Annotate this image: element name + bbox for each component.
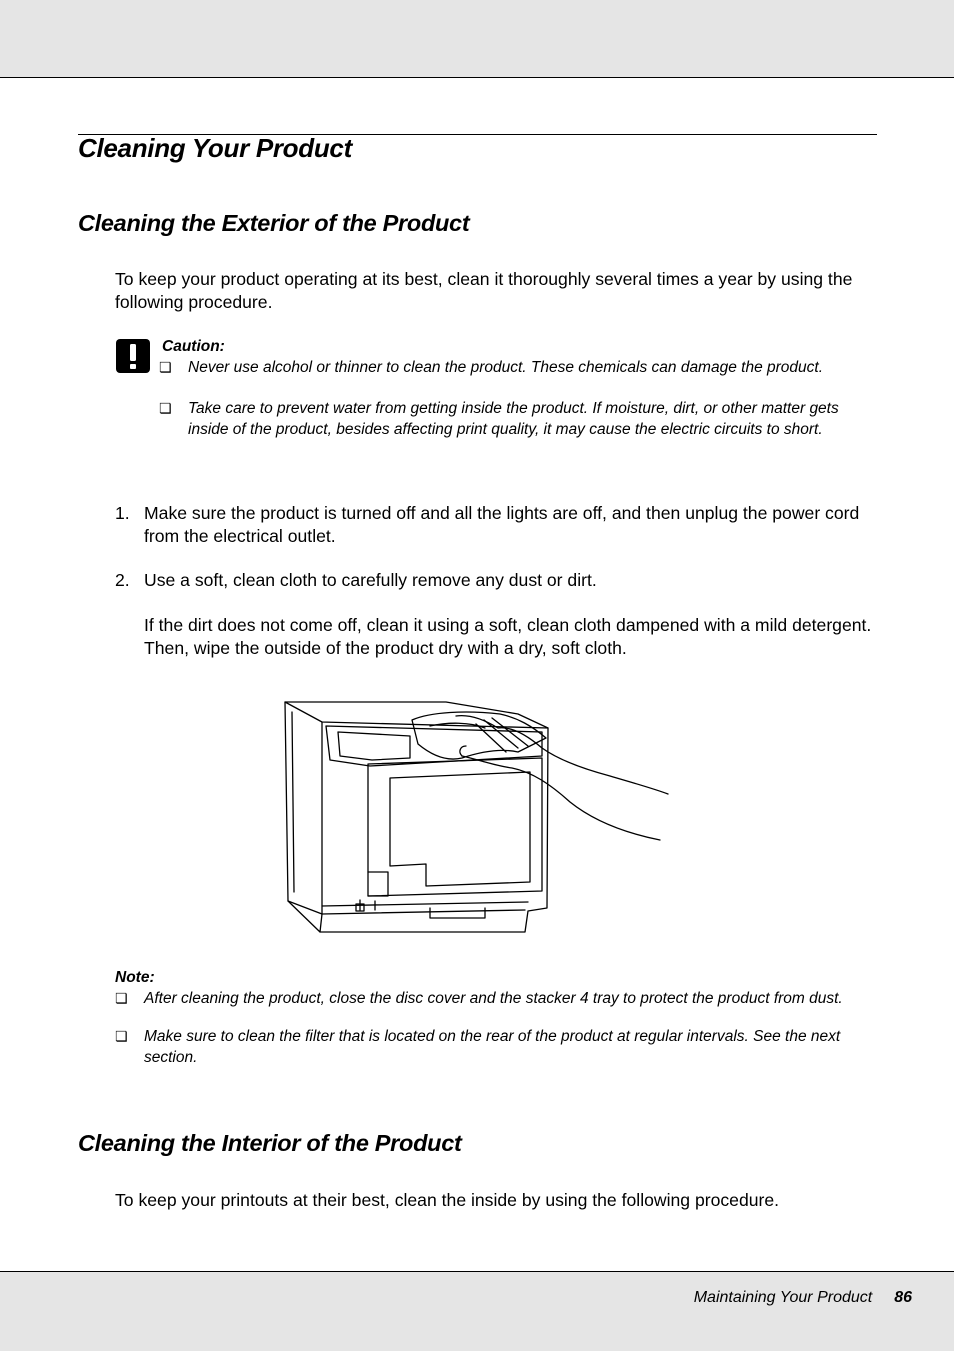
footer-band bbox=[0, 1271, 954, 1351]
caution-item-text: Take care to prevent water from getting inside the product. If moisture, dirt, or other matter gets inside of the product, besides affecting print quality, it may cause the electric circuits to short. bbox=[188, 400, 839, 438]
header-band bbox=[0, 0, 954, 78]
step-subtext: If the dirt does not come off, clean it using a soft, clean cloth dampened with a mild detergent. Then, wipe the outside of the product dry with a dry, soft cloth. bbox=[144, 615, 872, 658]
intro-interior: To keep your printouts at their best, clean the inside by using the following procedure. bbox=[115, 1190, 780, 1210]
caution-box bbox=[159, 336, 877, 440]
page-footer bbox=[694, 1289, 912, 1307]
intro-exterior: To keep your product operating at its best, clean it thoroughly several times a year by using the following procedure. bbox=[115, 269, 853, 312]
note-item-text: Make sure to clean the filter that is located on the rear of the product at regular intervals. See the next section. bbox=[144, 1028, 841, 1066]
step-number: 1. bbox=[115, 503, 130, 523]
checkbox-bullet-icon: ❏ bbox=[115, 1028, 128, 1044]
section-heading-exterior: Cleaning the Exterior of the Product bbox=[78, 210, 470, 236]
checkbox-bullet-icon: ❏ bbox=[159, 359, 172, 375]
note-title: Note: bbox=[115, 969, 155, 986]
caution-title: Caution: bbox=[162, 338, 225, 355]
page-title: Cleaning Your Product bbox=[78, 133, 352, 163]
caution-icon bbox=[115, 338, 151, 374]
caution-item bbox=[159, 357, 877, 378]
caution-item-text: Never use alcohol or thinner to clean the product. These chemicals can damage the product. bbox=[188, 359, 824, 376]
note-box bbox=[115, 967, 877, 1068]
procedure-step bbox=[115, 502, 877, 548]
procedure-step bbox=[115, 569, 877, 660]
step-text: Make sure the product is turned off and all the lights are off, and then unplug the power cord from the electrical outlet. bbox=[144, 503, 860, 546]
note-item bbox=[115, 1026, 877, 1068]
procedure-steps bbox=[115, 502, 877, 660]
section-heading-interior: Cleaning the Interior of the Product bbox=[78, 1130, 462, 1156]
note-item bbox=[115, 988, 877, 1009]
checkbox-bullet-icon: ❏ bbox=[159, 400, 172, 416]
page-number: 86 bbox=[894, 1289, 912, 1306]
step-number: 2. bbox=[115, 570, 130, 590]
checkbox-bullet-icon: ❏ bbox=[115, 990, 128, 1006]
product-wiping-illustration bbox=[280, 696, 672, 936]
footer-section-title: Maintaining Your Product bbox=[693, 1289, 873, 1306]
step-text: Use a soft, clean cloth to carefully remove any dust or dirt. bbox=[144, 570, 597, 590]
note-item-text: After cleaning the product, close the disc cover and the stacker 4 tray to protect the product from dust. bbox=[144, 990, 843, 1007]
caution-item bbox=[159, 398, 877, 440]
